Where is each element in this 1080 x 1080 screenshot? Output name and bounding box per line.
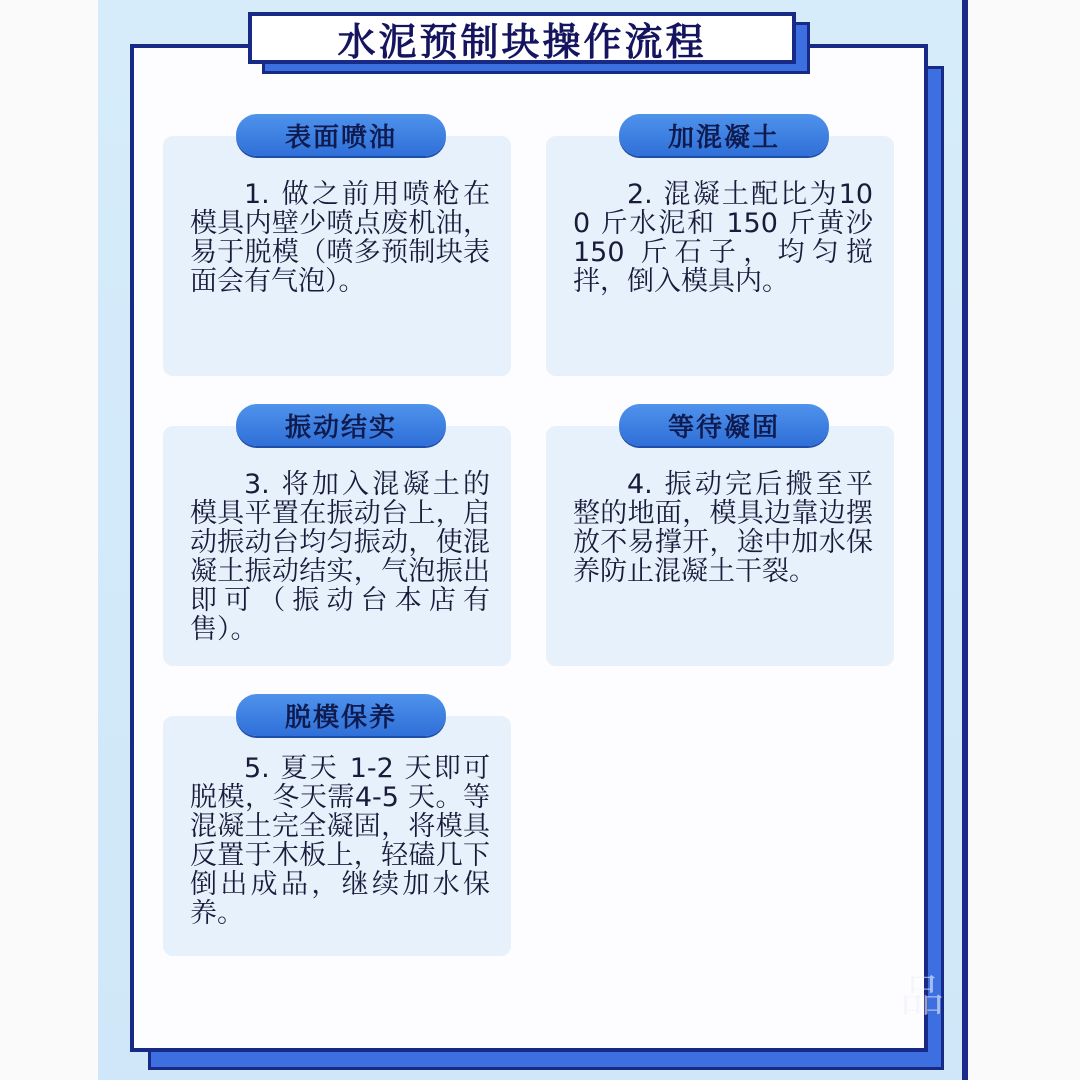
- step-heading-pill-2: [619, 114, 829, 156]
- step-text-1: 1. 做之前用喷枪在模具内壁少喷点废机油，易于脱模（喷多预制块表面会有气泡）。: [190, 179, 490, 297]
- step-heading-pill-1: [236, 114, 446, 156]
- step-heading-3: 振动结实: [284, 412, 397, 443]
- right-margin: [968, 0, 1080, 1080]
- page-title: 水泥预制块操作流程: [337, 19, 707, 64]
- step-heading-2: 加混凝土: [667, 122, 780, 153]
- step-text-3: 3. 将加入混凝土的模具平置在振动台上，启动振动台均匀振动，使混凝土振动结实，气泡振出即可（振动台本店有售）。: [190, 469, 490, 645]
- step-heading-5: 脱模保养: [284, 702, 397, 733]
- step-heading-1: 表面喷油: [284, 122, 397, 153]
- step-heading-pill-5: [236, 694, 446, 736]
- step-heading-pill-4: [619, 404, 829, 446]
- step-text-2: 2. 混凝土配比为100 斤水泥和 150 斤黄沙 150 斤石子，均匀搅拌，倒入模具内。: [573, 179, 873, 297]
- title-box: [248, 12, 796, 64]
- step-text-5: 5. 夏天 1-2 天即可脱模，冬天需4-5 天。等混凝土完全凝固，将模具反置于木板上，轻磕几下倒出成品，继续加水保养。: [190, 753, 490, 929]
- watermark: 品: [900, 971, 944, 1022]
- step-text-4: 4. 振动完后搬至平整的地面，模具边靠边摆放不易撑开，途中加水保养防止混凝土干裂。: [573, 469, 873, 587]
- step-heading-4: 等待凝固: [667, 412, 780, 443]
- step-heading-pill-3: [236, 404, 446, 446]
- left-margin: [0, 0, 98, 1080]
